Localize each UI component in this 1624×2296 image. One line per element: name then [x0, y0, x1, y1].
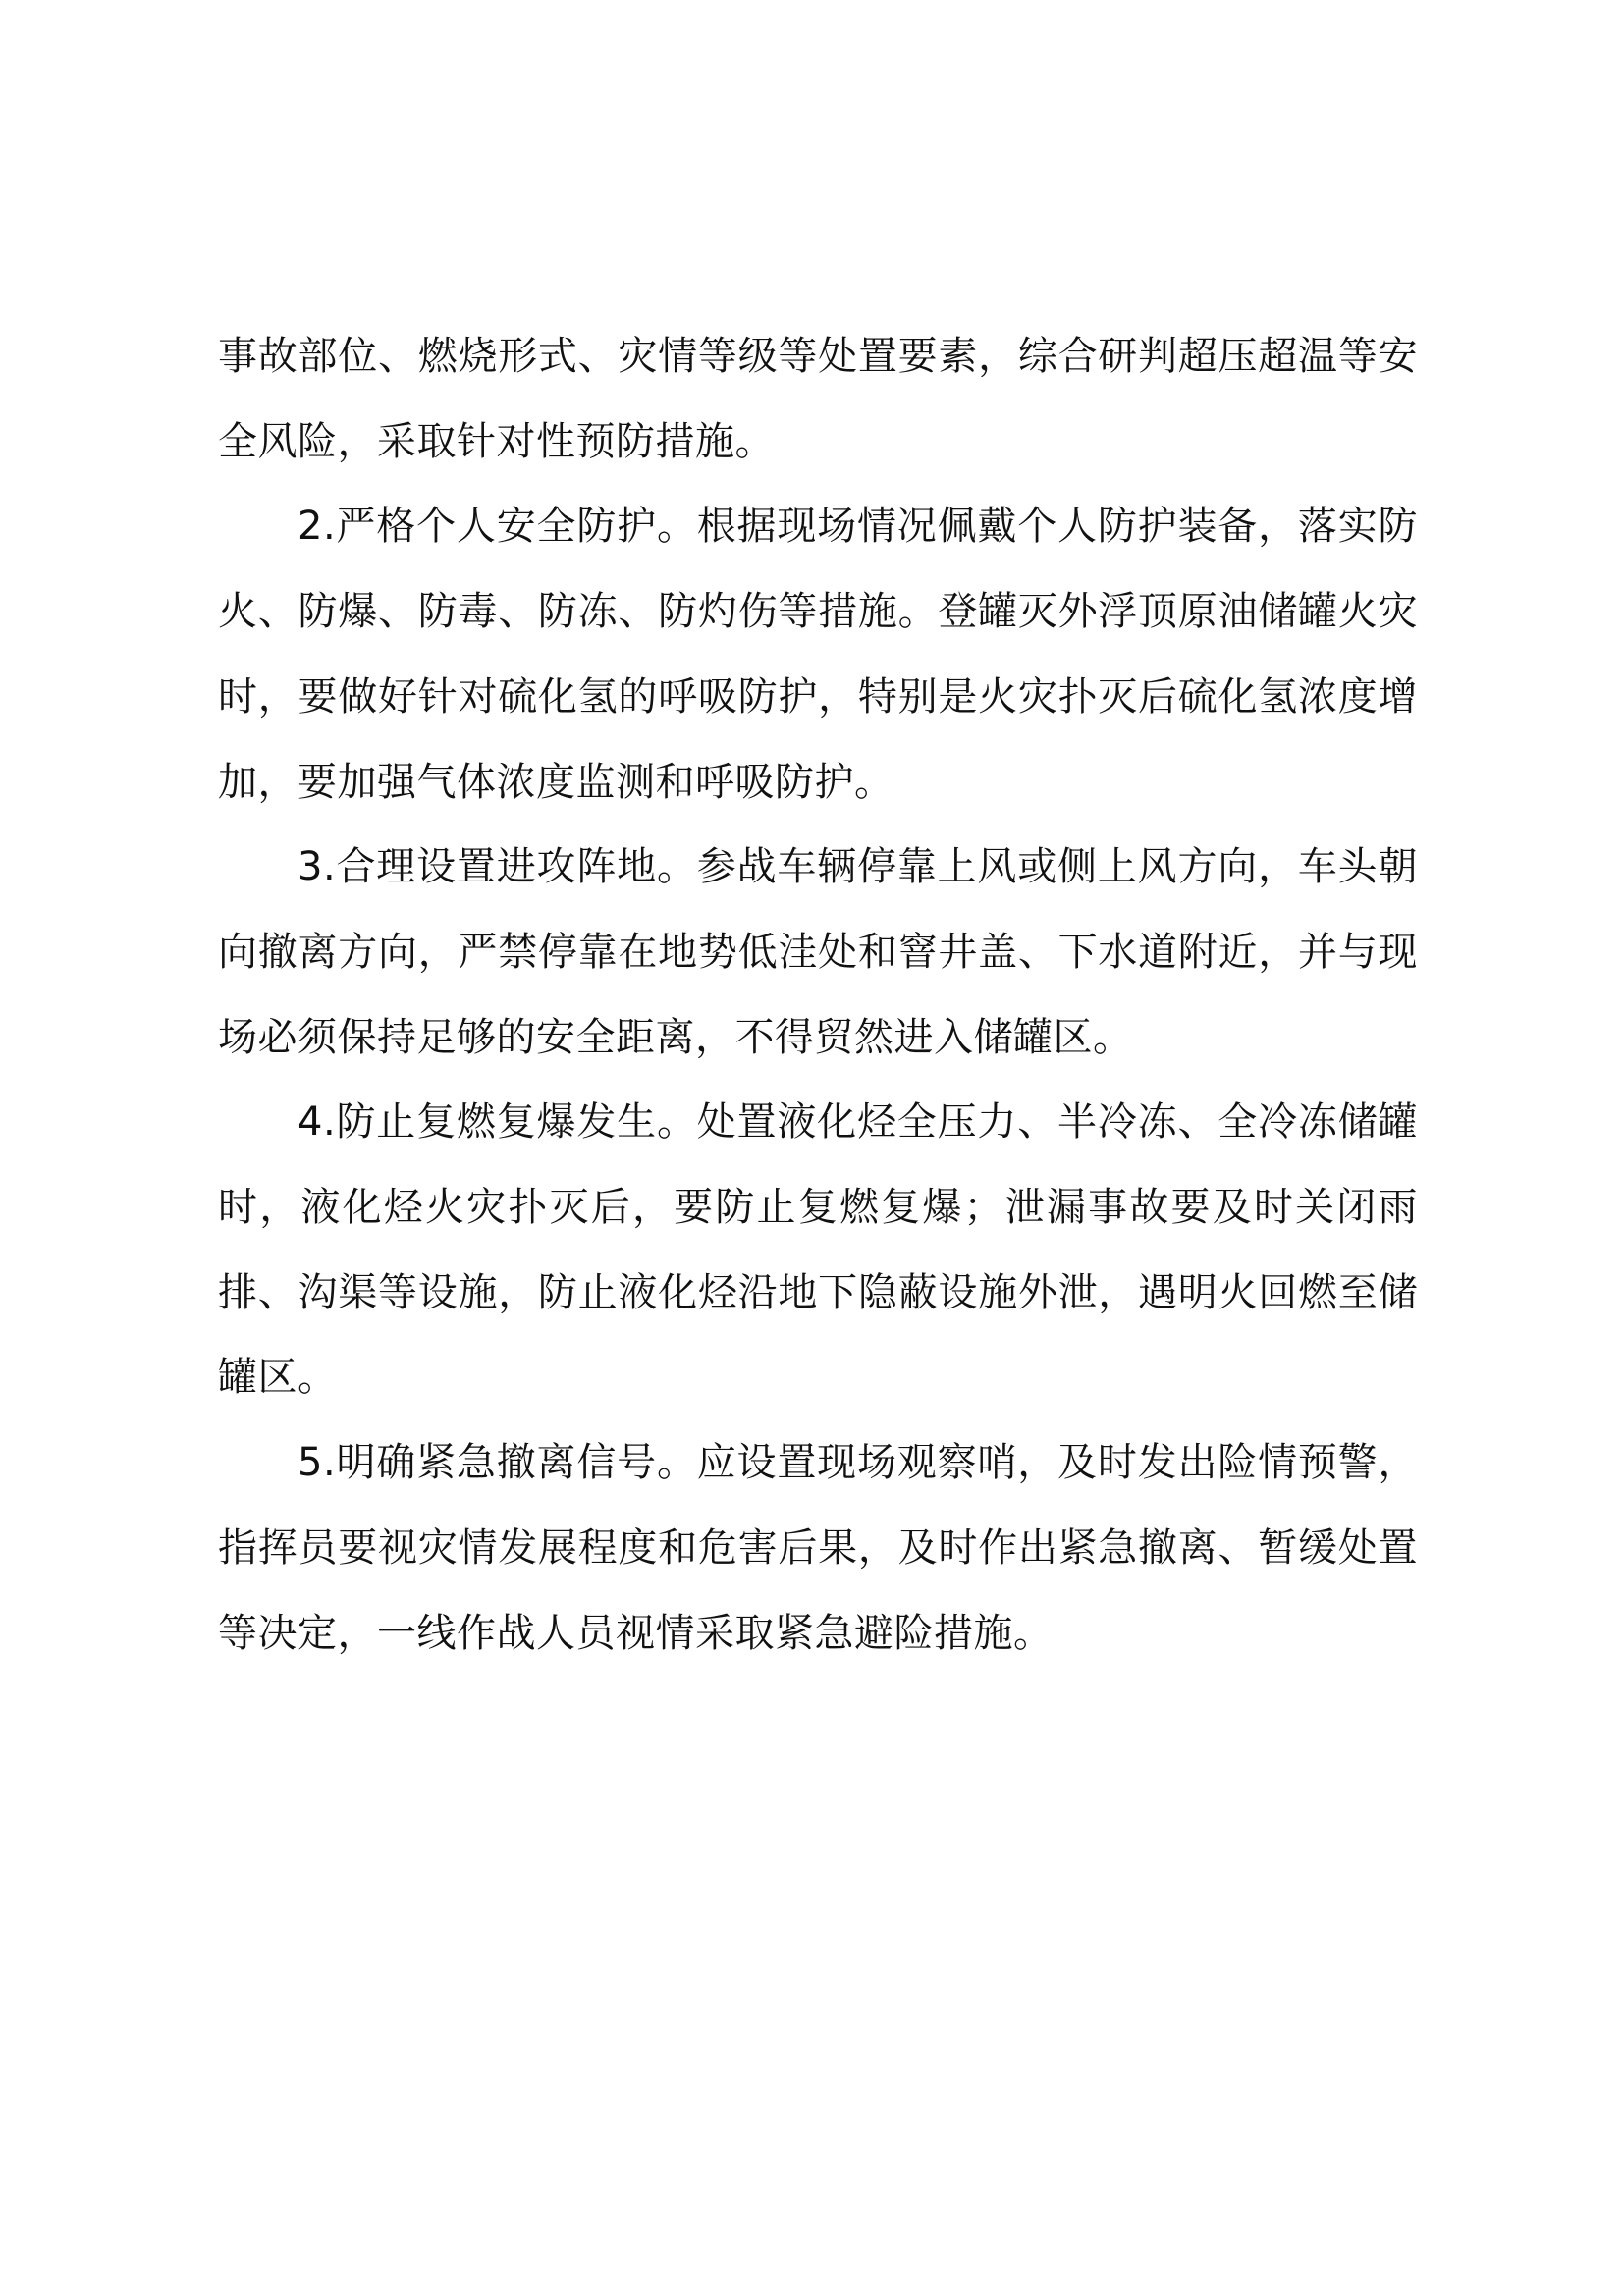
document-body [218, 314, 1418, 1676]
paragraph-3-attack-position: 3.合理设置进攻阵地。参战车辆停靠上风或侧上风方向，车头朝向撤离方向，严禁停靠在地势低洼处和窨井盖、下水道附近，并与现场必须保持足够的安全距离，不得贸然进入储罐区。 [218, 844, 1418, 1060]
paragraph-4-prevent-reignition: 4.防止复燃复爆发生。处置液化烃全压力、半冷冻、全冷冻储罐时，液化烃火灾扑灭后，要防止复燃复爆；泄漏事故要及时关闭雨排、沟渠等设施，防止液化烃沿地下隐蔽设施外泄，遇明火回燃至储罐区。 [218, 1099, 1418, 1401]
paragraph-2-personal-protection: 2.严格个人安全防护。根据现场情况佩戴个人防护装备，落实防火、防爆、防毒、防冻、防灼伤等措施。登罐灭外浮顶原油储罐火灾时，要做好针对硫化氢的呼吸防护，特别是火灾扑灭后硫化氢浓度增加，要加强气体浓度监测和呼吸防护。 [218, 504, 1418, 805]
paragraph-5-evacuation-signal: 5.明确紧急撤离信号。应设置现场观察哨，及时发出险情预警，指挥员要视灾情发展程度和危害后果，及时作出紧急撤离、暂缓处置等决定，一线作战人员视情采取紧急避险措施。 [218, 1440, 1418, 1656]
paragraph-continuation: 事故部位、燃烧形式、灾情等级等处置要素，综合研判超压超温等安全风险，采取针对性预防措施。 [218, 334, 1418, 464]
